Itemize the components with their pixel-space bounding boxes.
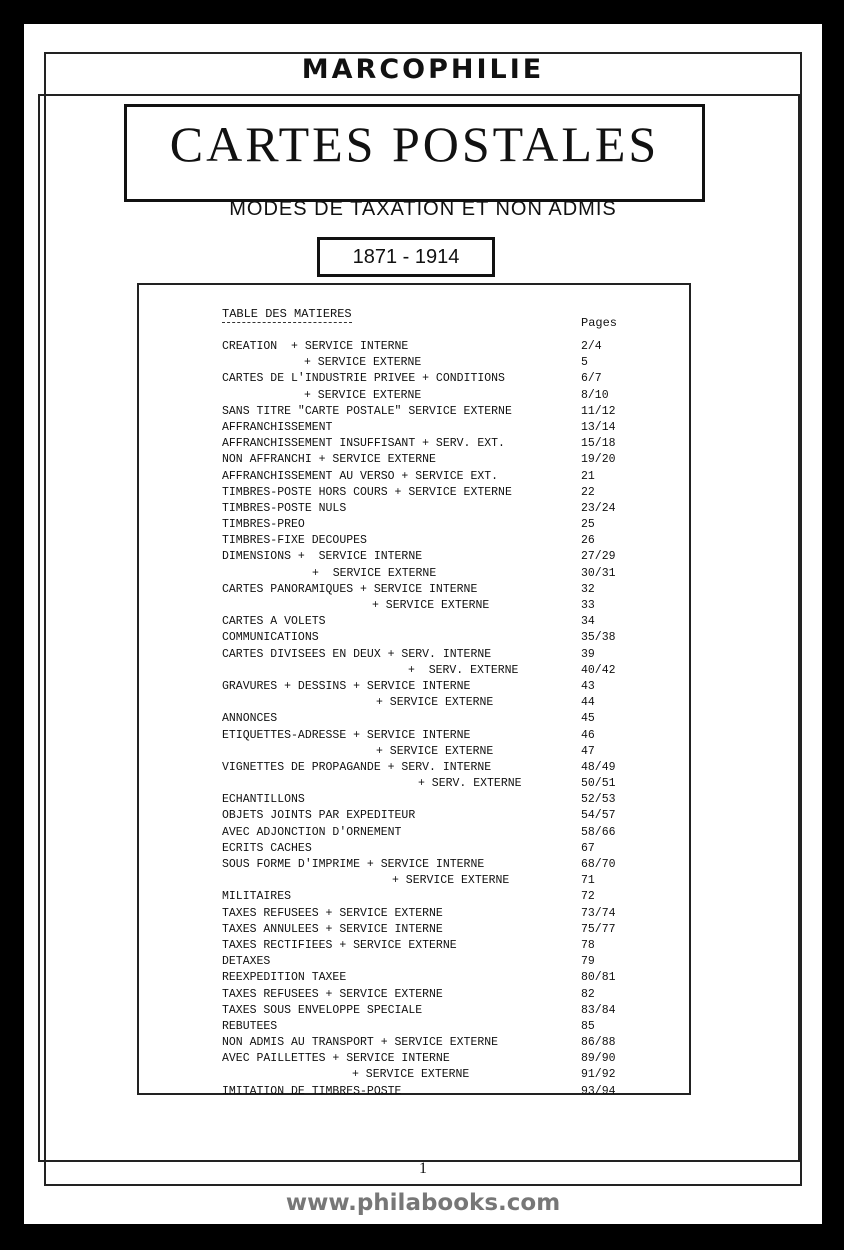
- toc-entry-page: 35/38: [581, 631, 616, 645]
- toc-entry-page: 86/88: [581, 1036, 616, 1050]
- toc-entry-page: 27/29: [581, 550, 616, 564]
- toc-entry-label: TIMBRES-POSTE HORS COURS + SERVICE EXTERNE: [222, 485, 512, 499]
- toc-row: [139, 809, 689, 825]
- toc-row: [139, 923, 689, 939]
- toc-entry-label: GRAVURES + DESSINS + SERVICE INTERNE: [222, 679, 471, 693]
- toc-entry-page: 75/77: [581, 922, 616, 936]
- toc-entry-label: CARTES A VOLETS: [222, 615, 326, 629]
- toc-entry-page: 54/57: [581, 809, 616, 823]
- toc-entry-page: 33: [581, 599, 595, 612]
- toc-row: [139, 874, 689, 890]
- toc-row: [139, 567, 689, 583]
- toc-row: [139, 761, 689, 777]
- toc-entry-label: CARTES DIVISEES EN DEUX + SERV. INTERNE: [222, 647, 492, 661]
- toc-row: [139, 939, 689, 955]
- title-box: [124, 104, 705, 202]
- toc-row: [139, 858, 689, 874]
- toc-row: [139, 1052, 689, 1068]
- toc-row: [139, 793, 689, 809]
- toc-row: [139, 405, 689, 421]
- toc-entry-label: ECHANTILLONS: [222, 793, 305, 807]
- toc-row: [139, 502, 689, 518]
- toc-entry-label: + SERVICE EXTERNE: [392, 874, 510, 888]
- toc-entry-label: OBJETS JOINTS PAR EXPEDITEUR: [222, 809, 416, 823]
- toc-row: [139, 356, 689, 372]
- toc-row: [139, 534, 689, 550]
- toc-entry-label: CARTES DE L'INDUSTRIE PRIVEE + CONDITIONS: [222, 372, 505, 386]
- toc-row: [139, 518, 689, 534]
- toc-entry-page: 73/74: [581, 906, 616, 920]
- page-number: 1: [419, 1160, 427, 1177]
- toc-entry-label: TAXES RECTIFIEES + SERVICE EXTERNE: [222, 938, 457, 952]
- toc-entry-label: CREATION + SERVICE INTERNE: [222, 340, 409, 353]
- toc-entry-label: + SERVICE EXTERNE: [376, 744, 494, 758]
- toc-entry-page: 46: [581, 728, 595, 742]
- toc-entry-page: 52/53: [581, 793, 616, 807]
- toc-entry-page: 11/12: [581, 404, 616, 418]
- toc-row: [139, 1085, 689, 1101]
- toc-entry-page: 40/42: [581, 663, 616, 677]
- toc-entry-page: 25: [581, 518, 595, 532]
- toc-row: [139, 421, 689, 437]
- toc-row: [139, 680, 689, 696]
- toc-row: [139, 1020, 689, 1036]
- toc-pages-label: Pages: [581, 316, 618, 330]
- toc-row: [139, 955, 689, 971]
- toc-entry-page: 78: [581, 938, 595, 952]
- toc-row: [139, 696, 689, 712]
- toc-entry-label: VIGNETTES DE PROPAGANDE + SERV. INTERNE: [222, 760, 492, 774]
- toc-row: [139, 550, 689, 566]
- toc-entry-page: 47: [581, 744, 595, 758]
- toc-entry-label: DIMENSIONS + SERVICE INTERNE: [222, 550, 423, 564]
- toc-row: [139, 712, 689, 728]
- toc-entry-label: + SERVICE EXTERNE: [376, 696, 494, 710]
- toc-entry-page: 48/49: [581, 760, 616, 774]
- toc-row: [139, 745, 689, 761]
- toc-entry-label: + SERVICE EXTERNE: [352, 1068, 470, 1082]
- toc-row: [139, 453, 689, 469]
- toc-entry-label: DETAXES: [222, 955, 271, 969]
- toc-entry-page: 21: [581, 469, 595, 483]
- toc-entry-label: IMITATION DE TIMBRES-POSTE: [222, 1084, 402, 1098]
- table-of-contents: [137, 283, 691, 1098]
- toc-row: [139, 340, 689, 356]
- toc-row: [139, 389, 689, 405]
- toc-entry-label: AFFRANCHISSEMENT: [222, 420, 333, 434]
- toc-entry-label: NON ADMIS AU TRANSPORT + SERVICE EXTERNE: [222, 1036, 499, 1050]
- toc-entry-label: NON AFFRANCHI + SERVICE EXTERNE: [222, 453, 436, 467]
- toc-entry-page: 39: [581, 647, 595, 661]
- toc-row: [139, 729, 689, 745]
- toc-entry-label: REBUTEES: [222, 1019, 278, 1033]
- toc-entry-page: 85: [581, 1019, 595, 1033]
- toc-entry-page: 6/7: [581, 372, 602, 386]
- toc-row: [139, 1068, 689, 1084]
- toc-entry-label: TIMBRES-PREO: [222, 518, 305, 532]
- scanned-page: [24, 24, 822, 1224]
- toc-entry-page: 43: [581, 679, 595, 693]
- toc-entry-label: TAXES REFUSEES + SERVICE EXTERNE: [222, 906, 443, 920]
- toc-entry-page: 91/92: [581, 1068, 616, 1082]
- toc-entry-page: 72: [581, 890, 595, 904]
- toc-heading: TABLE DES MATIERES: [222, 307, 352, 321]
- toc-entry-page: 15/18: [581, 437, 616, 451]
- toc-entry-label: + SERVICE EXTERNE: [304, 388, 422, 402]
- toc-entry-page: 22: [581, 485, 595, 499]
- toc-entry-label: TIMBRES-POSTE NULS: [222, 501, 347, 515]
- toc-row: [139, 1004, 689, 1020]
- toc-entry-page: 8/10: [581, 388, 609, 402]
- toc-list: [139, 340, 689, 1101]
- toc-row: [139, 826, 689, 842]
- toc-entry-page: 45: [581, 712, 595, 726]
- subtitle: MODES DE TAXATION ET NON ADMIS: [229, 198, 617, 220]
- toc-entry-label: AVEC PAILLETTES + SERVICE INTERNE: [222, 1052, 450, 1066]
- toc-entry-label: MILITAIRES: [222, 890, 292, 904]
- toc-entry-page: 93/94: [581, 1084, 616, 1098]
- toc-entry-page: 83/84: [581, 1003, 616, 1017]
- main-title: CARTES POSTALES: [169, 116, 660, 172]
- toc-entry-page: 34: [581, 615, 595, 629]
- toc-entry-page: 68/70: [581, 858, 616, 871]
- toc-row: [139, 372, 689, 388]
- toc-row: [139, 988, 689, 1004]
- toc-entry-page: 67: [581, 841, 595, 855]
- toc-row: [139, 777, 689, 793]
- toc-row: [139, 437, 689, 453]
- toc-row: [139, 971, 689, 987]
- toc-entry-label: + SERVICE EXTERNE: [372, 599, 490, 612]
- toc-entry-label: SOUS FORME D'IMPRIME + SERVICE INTERNE: [222, 858, 485, 871]
- toc-entry-page: 44: [581, 696, 595, 710]
- header-title: MARCOPHILIE: [301, 54, 545, 85]
- toc-entry-page: 32: [581, 582, 595, 596]
- toc-row: [139, 907, 689, 923]
- toc-entry-page: 58/66: [581, 825, 616, 839]
- toc-entry-page: 5: [581, 356, 588, 370]
- toc-row: [139, 648, 689, 664]
- toc-entry-page: 26: [581, 534, 595, 548]
- toc-entry-label: ECRITS CACHES: [222, 841, 312, 855]
- toc-entry-label: + SERV. EXTERNE: [418, 777, 522, 791]
- toc-entry-page: 71: [581, 874, 595, 888]
- toc-entry-label: TAXES SOUS ENVELOPPE SPECIALE: [222, 1003, 423, 1017]
- toc-entry-label: SANS TITRE "CARTE POSTALE" SERVICE EXTERNE: [222, 404, 512, 418]
- toc-entry-page: 19/20: [581, 453, 616, 467]
- toc-entry-label: TAXES REFUSEES + SERVICE EXTERNE: [222, 987, 443, 1001]
- toc-entry-page: 80/81: [581, 971, 616, 985]
- toc-entry-page: 30/31: [581, 566, 616, 580]
- toc-entry-label: AVEC ADJONCTION D'ORNEMENT: [222, 825, 402, 839]
- toc-entry-page: 2/4: [581, 340, 602, 353]
- toc-entry-label: ANNONCES: [222, 712, 278, 726]
- toc-entry-label: COMMUNICATIONS: [222, 631, 319, 645]
- toc-row: [139, 890, 689, 906]
- toc-entry-label: + SERVICE EXTERNE: [304, 356, 422, 370]
- toc-row: [139, 1036, 689, 1052]
- toc-row: [139, 583, 689, 599]
- toc-entry-label: CARTES PANORAMIQUES + SERVICE INTERNE: [222, 582, 478, 596]
- years-box: 1871 - 1914: [317, 237, 495, 277]
- toc-row: [139, 599, 689, 615]
- toc-row: [139, 615, 689, 631]
- toc-entry-label: + SERV. EXTERNE: [408, 663, 519, 677]
- toc-entry-page: 82: [581, 987, 595, 1001]
- toc-entry-page: 13/14: [581, 420, 616, 434]
- toc-row: [139, 664, 689, 680]
- toc-entry-label: REEXPEDITION TAXEE: [222, 971, 347, 985]
- toc-entry-page: 23/24: [581, 501, 616, 515]
- toc-entry-page: 79: [581, 955, 595, 969]
- footer-url: www.philabooks.com: [285, 1190, 561, 1216]
- toc-entry-page: 89/90: [581, 1052, 616, 1066]
- toc-row: [139, 486, 689, 502]
- toc-entry-label: AFFRANCHISSEMENT AU VERSO + SERVICE EXT.: [222, 469, 499, 483]
- toc-entry-label: TAXES ANNULEES + SERVICE INTERNE: [222, 922, 443, 936]
- toc-entry-label: AFFRANCHISSEMENT INSUFFISANT + SERV. EXT.: [222, 437, 505, 451]
- toc-row: [139, 470, 689, 486]
- toc-entry-label: ETIQUETTES-ADRESSE + SERVICE INTERNE: [222, 728, 471, 742]
- toc-row: [139, 842, 689, 858]
- toc-row: [139, 631, 689, 647]
- toc-entry-page: 50/51: [581, 777, 616, 791]
- toc-entry-label: TIMBRES-FIXE DECOUPES: [222, 534, 367, 548]
- toc-entry-label: + SERVICE EXTERNE: [312, 566, 437, 580]
